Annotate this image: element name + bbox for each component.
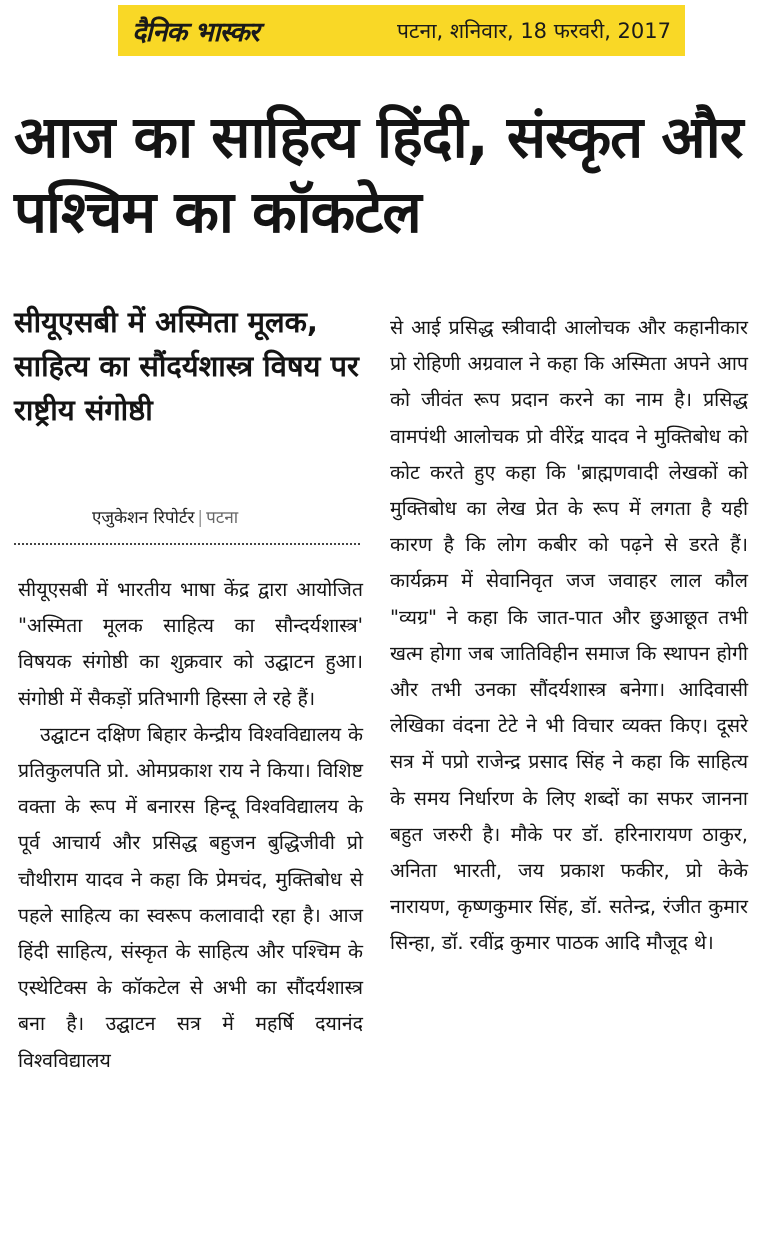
article-paragraph: उद्घाटन दक्षिण बिहार केन्द्रीय विश्वविद्यालय के प्रतिकुलपति प्रो. ओमप्रकाश राय ने किया। विशिष्ट वक्ता के रूप में बनारस हिन्दू विश्वविद्यालय के पूर्व आचार्य और प्रसिद्ध बहुजन बुद्धिजीवी प्रो चौथीराम यादव ने कहा कि प्रेमचंद, मुक्तिबोध से पहले साहित्य का स्वरूप कलावादी रहा है। आज हिंदी साहित्य, संस्कृत के साहित्य और पश्चिम के एस्थेटिक्स के कॉकटेल से अभी का सौंदर्यशास्त्र बना है। उद्घाटन सत्र में महर्षि दयानंद विश्वविद्यालय xyxy=(18,722,363,1072)
dotted-divider xyxy=(14,543,360,545)
byline xyxy=(92,505,238,528)
article-paragraph: से आई प्रसिद्ध स्त्रीवादी आलोचक और कहानीकार प्रो रोहिणी अग्रवाल ने कहा कि अस्मिता अपने आप को जीवंत रूप प्रदान करने का नाम है। प्रसिद्ध वामपंथी आलोचक प्रो वीरेंद्र यादव ने मुक्तिबोध को कोट करते हुए कहा कि 'ब्राह्मणवादी लेखकों को मुक्तिबोध का लेख प्रेत के रूप में लगता है यही कारण है कि लोग कबीर को पढ़ने से डरते हैं। कार्यक्रम में सेवानिवृत जज जवाहर लाल कौल "व्यग्र" ने कहा कि जात-पात और छुआछूत तभी खत्म होगा जब जातिविहीन समाज कि स्थापन होगी और तभी उनका सौंदर्यशास्त्र बनेगा। आदिवासी लेखिका वंदना टेटे ने भी विचार व्यक्त किए। दूसरे सत्र में पप्रो राजेन्द्र प्रसाद सिंह ने कहा कि साहित्य के समय निर्धारण के लिए शब्दों का सफर जानना बहुत जरुरी है। मौके पर डॉ. हरिनारायण ठाकुर, अनिता भारती, जय प्रकाश फकीर, प्रो केके नारायण, कृष्णकुमार सिंह, डॉ. सतेन्द्र, रंजीत कुमार सिन्हा, डॉ. रवींद्र कुमार पाठक आदि मौजूद थे। xyxy=(390,316,748,955)
subheadline: सीयूएसबी में अस्मिता मूलक, साहित्य का सौंदर्यशास्त्र विषय पर राष्ट्रीय संगोष्ठी xyxy=(14,305,359,427)
byline-place: पटना xyxy=(206,508,239,528)
article-column-left xyxy=(18,572,363,1079)
byline-separator: | xyxy=(197,508,204,528)
masthead xyxy=(118,5,685,56)
byline-reporter: एजुकेशन रिपोर्टर xyxy=(92,508,195,528)
newspaper-logo: दैनिक भास्कर xyxy=(132,17,259,48)
article-column-right xyxy=(390,310,748,962)
headline: आज का साहित्य हिंदी, संस्कृत और पश्चिम का कॉकटेल xyxy=(14,103,743,246)
dateline: पटना, शनिवार, 18 फरवरी, 2017 xyxy=(396,19,671,43)
article-paragraph: सीयूएसबी में भारतीय भाषा केंद्र द्वारा आयोजित "अस्मिता मूलक साहित्य का सौन्दर्यशास्त्र' विषयक संगोष्ठी का शुक्रवार को उद्घाटन हुआ। संगोष्ठी में सैकड़ों प्रतिभागी हिस्सा ले रहे हैं। xyxy=(18,578,363,710)
